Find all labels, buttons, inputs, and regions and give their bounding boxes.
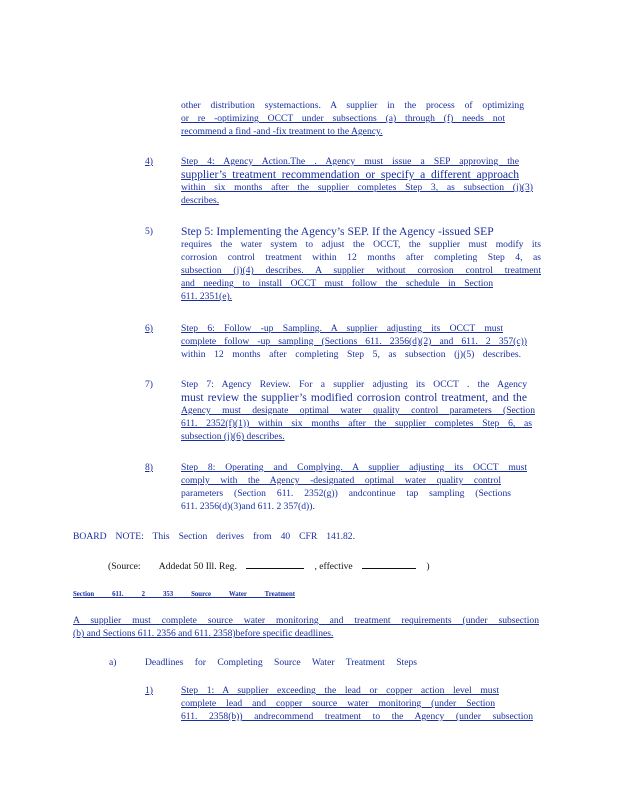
source-close: )	[426, 561, 430, 572]
source-effective: , effective	[314, 561, 353, 572]
step-5-paragraph	[181, 225, 541, 303]
text-line: 611. 2351(e).	[181, 291, 233, 302]
step-number: 7)	[145, 379, 153, 390]
source-added: Addedat 50 Ill. Reg.	[158, 561, 237, 572]
text-line: Step 7: Agency Review. For a supplier adjusting its OCCT . the Agency	[181, 379, 527, 390]
text-line: corrosion control treatment within 12 months after completing Step 4, as	[181, 252, 541, 263]
step-6-paragraph	[181, 322, 527, 361]
text-line: Step 6: Follow -up Sampling. A supplier adjusting its OCCT must	[181, 323, 503, 334]
text-line: 611. 2352(f)(1)) within six months after the supplier completes Step 6, as	[181, 418, 532, 429]
text-line: other distribution systemactions. A supplier in the process of optimizing	[181, 100, 524, 111]
step-4-paragraph	[181, 155, 533, 207]
text-line: within six months after the supplier completes Step 3, as subsection (j)(3)	[181, 182, 533, 193]
text-line: A supplier must complete source water monitoring and treatment requirements (under subsection	[73, 615, 539, 626]
board-note: BOARD NOTE: This Section derives from 40 CFR 141.82.	[73, 531, 355, 542]
text-line: 611. 2358(b)) andrecommend treatment to the Agency (under subsection	[181, 711, 533, 722]
source-prefix: (Source:	[108, 561, 141, 572]
text-line: Step 1: A supplier exceeding the lead or copper action level must	[181, 685, 499, 696]
blank-line	[362, 559, 416, 569]
text-line: comply with the Agency -designated optimal water quality control	[181, 475, 501, 486]
blank-line	[246, 559, 304, 569]
text-line: Step 5: Implementing the Agency’s SEP. If the Agency -issued SEP	[181, 225, 494, 238]
text-line: complete follow -up sampling (Sections 611. 2356(d)(2) and 611. 2 357(c))	[181, 336, 527, 347]
step-number: 5)	[145, 226, 153, 237]
text-line: parameters (Section 611. 2352(g)) andcontinue tap sampling (Sections	[181, 488, 511, 499]
text-line: supplier’s treatment recommendation or specify a different approach	[181, 168, 519, 181]
step-number: 8)	[145, 462, 153, 473]
step-8-paragraph	[181, 461, 527, 513]
text-line: describes.	[181, 195, 220, 206]
subsection-title: Deadlines for Completing Source Water Treatment Steps	[145, 657, 417, 668]
text-line: 611. 2356(d)(3)and 611. 2 357(d)).	[181, 501, 315, 512]
text-line: Step 8: Operating and Complying. A supplier adjusting its OCCT must	[181, 462, 527, 473]
section-intro	[73, 614, 539, 640]
text-line: Agency must designate optimal water quality control parameters (Section	[181, 405, 535, 416]
step-number: 6)	[145, 323, 153, 334]
text-line: and needing to install OCCT must follow the schedule in Section	[181, 278, 493, 289]
step-7-paragraph	[181, 378, 535, 443]
text-line: Step 4: Agency Action.The . Agency must issue a SEP approving the	[181, 156, 519, 167]
text-line: requires the water system to adjust the OCCT, the supplier must modify its	[181, 239, 541, 250]
step-1-paragraph	[181, 684, 533, 723]
text-line: subsection (j)(4) describes. A supplier without corrosion control treatment	[181, 265, 541, 276]
text-line: or re -optimizing OCCT under subsections (a) through (f) needs not	[181, 113, 505, 124]
text-line: recommend a find -and -fix treatment to the Agency.	[181, 126, 383, 137]
text-line: within 12 months after completing Step 5, as subsection (j)(5) describes.	[181, 349, 521, 360]
step-number: 4)	[145, 156, 153, 167]
text-line: complete lead and copper source water monitoring (under Section	[181, 698, 495, 709]
text-line: must review the supplier’s modified corrosion control treatment, and the	[181, 391, 527, 404]
step-number: 1)	[145, 685, 153, 696]
continuation-paragraph	[181, 99, 524, 138]
source-note	[108, 559, 430, 573]
text-line: subsection (j)(6) describes.	[181, 431, 285, 442]
text-line: (b) and Sections 611. 2356 and 611. 2358)before specific deadlines.	[73, 628, 334, 639]
section-heading: Section 611. 2 353 Source Water Treatment	[73, 591, 295, 598]
subsection-label: a)	[109, 657, 117, 668]
